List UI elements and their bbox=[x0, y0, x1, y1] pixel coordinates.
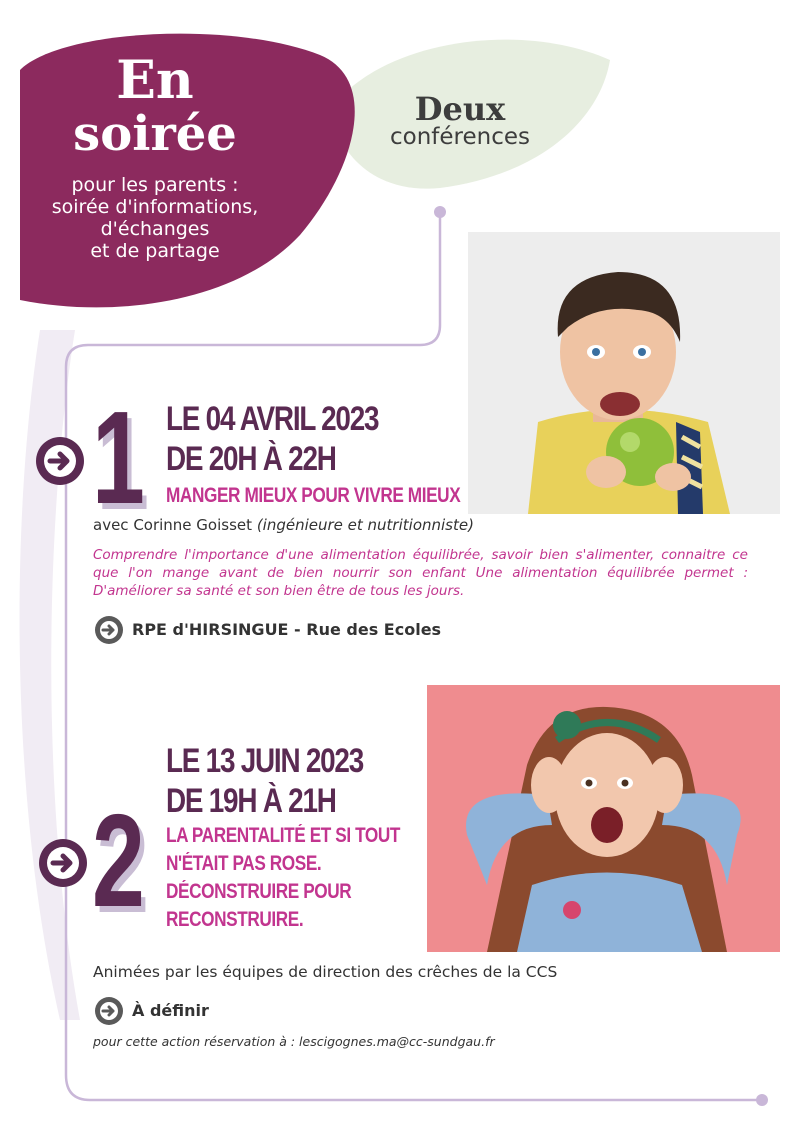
event1-location-arrow-icon bbox=[94, 615, 124, 645]
event1-time: DE 20H À 22H bbox=[166, 440, 336, 478]
connector-dot-top bbox=[434, 206, 446, 218]
event1-topic: MANGER MIEUX POUR VIVRE MIEUX bbox=[166, 484, 461, 507]
event2-time: DE 19H À 21H bbox=[166, 782, 336, 820]
event2-topic-line: LA PARENTALITÉ ET SI TOUT bbox=[166, 824, 401, 847]
conferences-title: Deux bbox=[414, 90, 506, 128]
connector-dot-end bbox=[756, 1094, 768, 1106]
subtitle-line: pour les parents : bbox=[71, 174, 239, 196]
event2-date: LE 13 JUIN 2023 bbox=[166, 742, 363, 780]
event2-location-arrow-icon bbox=[94, 996, 124, 1026]
event1-location: RPE d'HIRSINGUE - Rue des Ecoles bbox=[132, 620, 442, 639]
event2-hosted-by: Animées par les équipes de direction des crêches de la CCS bbox=[93, 963, 558, 981]
title-line-2: soirée bbox=[73, 106, 237, 162]
event2-topic-line: N'ÉTAIT PAS ROSE. bbox=[166, 852, 322, 875]
event2-arrow-icon bbox=[38, 838, 88, 888]
event2-location: À définir bbox=[132, 1001, 209, 1020]
event1-date: LE 04 AVRIL 2023 bbox=[166, 400, 379, 438]
photo-girl-screaming bbox=[427, 685, 780, 952]
event2-topic-block bbox=[166, 822, 451, 934]
event2-topic-line: RECONSTRUIRE. bbox=[166, 908, 304, 931]
event1-speaker-name: avec Corinne Goisset bbox=[93, 516, 253, 534]
event1-number: 1 bbox=[92, 384, 145, 531]
lavender-swoosh bbox=[20, 330, 80, 1020]
subtitle-line: soirée d'informations, bbox=[51, 196, 259, 218]
subtitle-line: et de partage bbox=[90, 240, 220, 262]
event2-topic-line: DÉCONSTRUIRE POUR bbox=[166, 880, 352, 903]
subtitle-block bbox=[20, 174, 290, 262]
event1-speaker-role: (ingénieure et nutritionniste) bbox=[256, 516, 474, 534]
photo-boy-apple bbox=[468, 232, 780, 514]
event1-arrow-icon bbox=[35, 436, 85, 486]
conferences-subtitle: conférences bbox=[390, 124, 530, 150]
title-line-1: En bbox=[116, 50, 194, 111]
event1-description: Comprendre l'importance d'une alimentation équilibrée, savoir bien s'alimenter, connaitre ce que l'on mange avant de bien nourrir son enfant Une alimentation équilibrée permet : D'améliorer sa santé et son bien être de tous les jours. bbox=[93, 547, 748, 599]
event1-speaker bbox=[93, 516, 474, 534]
event2-number: 2 bbox=[92, 787, 145, 934]
subtitle-line: d'échanges bbox=[100, 218, 210, 240]
event2-reservation: pour cette action réservation à : lescigognes.ma@cc-sundgau.fr bbox=[93, 1034, 495, 1049]
